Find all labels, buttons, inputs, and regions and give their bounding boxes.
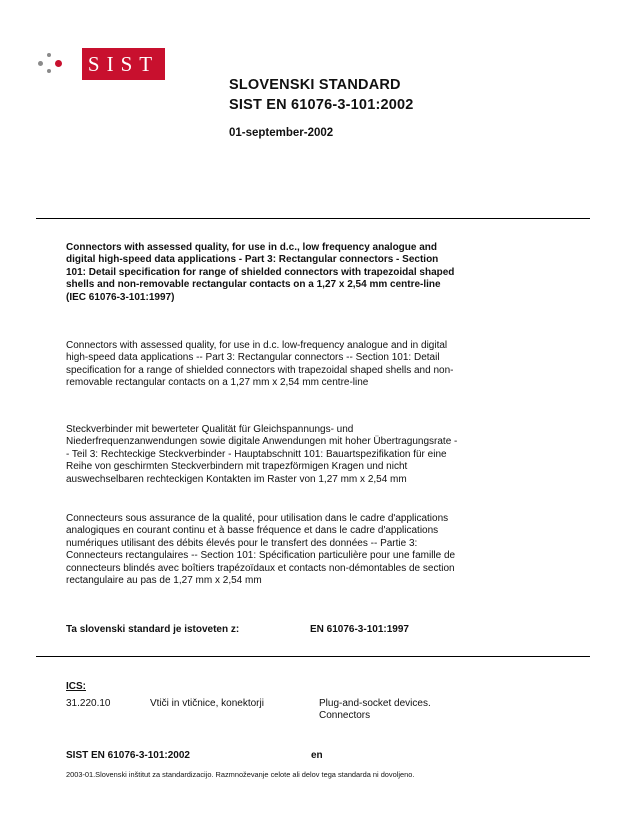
title-french-line: rectangulaire au pas de 1,27 mm x 2,54 mm bbox=[66, 575, 262, 587]
title-french-line: Connecteurs sous assurance de la qualité, pour utilisation dans le cadre d'applications bbox=[66, 513, 449, 524]
bottom-divider bbox=[36, 656, 590, 657]
document-type-title: SLOVENSKI STANDARD bbox=[229, 77, 401, 93]
title-english-line: Connectors with assessed quality, for use in d.c. low-frequency analogue and in digital bbox=[66, 340, 448, 351]
title-french bbox=[66, 513, 566, 587]
equivalence-value: EN 61076-3-101:1997 bbox=[310, 624, 409, 635]
title-german bbox=[66, 424, 566, 486]
footer-language: en bbox=[311, 750, 323, 761]
main-title-line: (IEC 61076-3-101:1997) bbox=[66, 291, 175, 303]
ics-code: 31.220.10 bbox=[66, 698, 111, 709]
publication-date: 01-september-2002 bbox=[229, 127, 334, 139]
logo-wordmark: SIST bbox=[82, 48, 165, 80]
title-french-line: connecteurs blindés avec boîtiers trapézoïdaux et contacts non-démontables de section bbox=[66, 562, 455, 574]
copyright-note: 2003-01.Slovenski inštitut za standardizacijo. Razmnoževanje celote ali delov tega standarda ni dovoljeno. bbox=[66, 770, 415, 779]
title-german-line: Reihe von geschirmten Steckverbindern mit trapezförmigen Kragen und nicht bbox=[66, 461, 408, 473]
title-german-line: - Teil 3: Rechteckige Steckverbinder - Hauptabschnitt 101: Bauartspezifikation für eine bbox=[66, 448, 447, 460]
ics-description-line: Plug-and-socket devices. bbox=[319, 698, 431, 709]
title-french-line: numériques utilisant des débits élevés pour le transfert des données -- Partie 3: bbox=[66, 537, 418, 549]
title-english-line: removable rectangular contacts on a 1,27 mm x 2,54 mm centre-line bbox=[66, 377, 369, 389]
logo-dots-icon bbox=[36, 47, 66, 81]
top-divider bbox=[36, 218, 590, 219]
footer-standard-id: SIST EN 61076-3-101:2002 bbox=[66, 750, 190, 761]
main-title-line: shells and non-removable rectangular contacts on a 1,27 x 2,54 mm centre-line bbox=[66, 279, 441, 291]
title-german-line: Steckverbinder mit bewerteter Qualität für Gleichspannungs- und bbox=[66, 424, 354, 435]
equivalence-label: Ta slovenski standard je istoveten z: bbox=[66, 624, 240, 635]
title-german-line: auswechselbaren rechteckigen Kontakten im Raster von 1,27 mm x 2,54 mm bbox=[66, 473, 407, 485]
main-title-line: 101: Detail specification for range of shielded connectors with trapezoidal shaped bbox=[66, 266, 455, 278]
ics-description-line: Connectors bbox=[319, 710, 371, 722]
main-title bbox=[66, 242, 566, 304]
ics-description-slovenian: Vtiči in vtičnice, konektorji bbox=[150, 698, 264, 709]
title-english bbox=[66, 340, 566, 390]
standard-id: SIST EN 61076-3-101:2002 bbox=[229, 97, 414, 113]
title-french-line: Connecteurs rectangulaires -- Section 101: Spécification particulière pour une famille de bbox=[66, 550, 456, 562]
title-english-line: specification for a range of shielded connectors with trapezoidal shaped shells and non- bbox=[66, 364, 454, 376]
sist-logo bbox=[36, 47, 166, 81]
ics-label: ICS: bbox=[66, 681, 86, 692]
title-french-line: analogiques en courant continu et à basse fréquence et dans le cadre d'applications bbox=[66, 525, 439, 537]
main-title-line: digital high-speed data applications - Part 3: Rectangular connectors - Section bbox=[66, 254, 439, 266]
ics-description-english bbox=[319, 698, 489, 723]
main-title-line: Connectors with assessed quality, for use in d.c., low frequency analogue and bbox=[66, 242, 438, 253]
title-english-line: high-speed data applications -- Part 3: Rectangular connectors -- Section 101: Detail bbox=[66, 352, 440, 364]
title-german-line: Niederfrequenzanwendungen sowie digitale Anwendungen mit hoher Übertragungsrate - bbox=[66, 436, 458, 448]
